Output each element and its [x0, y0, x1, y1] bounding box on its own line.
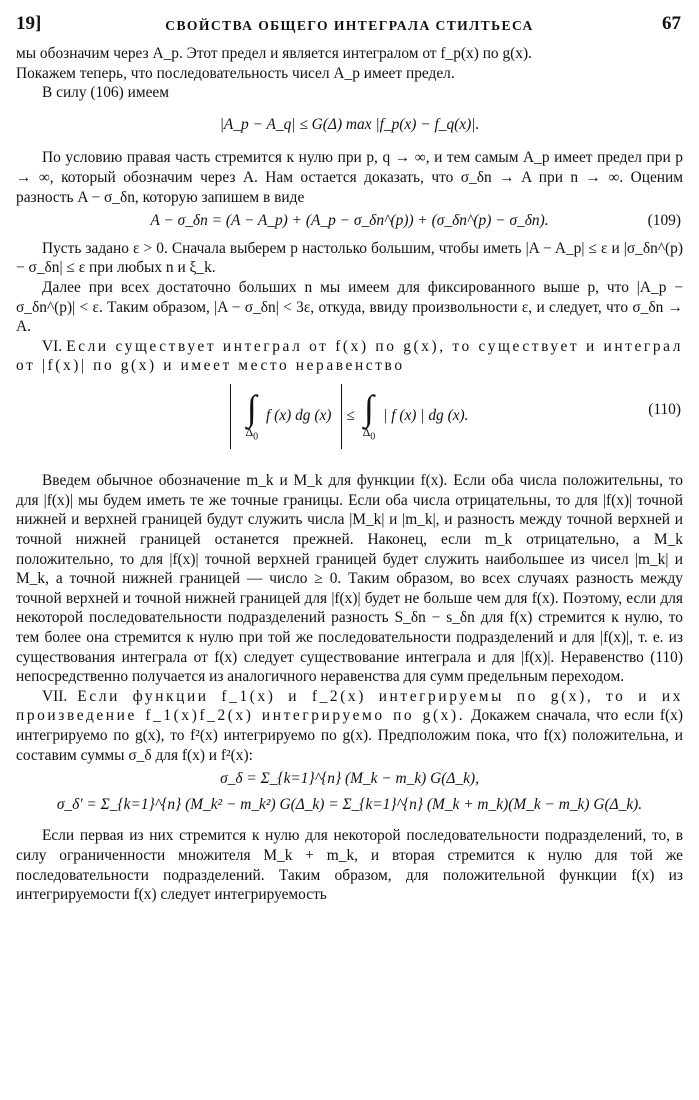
theorem-label: VII. — [42, 687, 68, 705]
running-title: СВОЙСТВА ОБЩЕГО ИНТЕГРАЛА СТИЛТЬЕСА — [165, 18, 534, 33]
theorem-statement: Если существует интеграл от f(x) по g(x), то существует и интеграл от |f(x)| по g(x) и имеет место неравенство — [16, 337, 683, 375]
theorem-label: VI. — [42, 337, 63, 355]
running-header — [16, 8, 683, 44]
paragraph: По условию правая часть стремится к нулю при p, q → ∞, и тем самым A_p имеет предел при p → ∞, который обозначим через A. Нам остается доказать, что σ_δn → A при n → ∞. Оценим разность A − σ_δn, которую запишем в виде — [16, 149, 683, 206]
paragraph: Пусть задано ε > 0. Сначала выберем p настолько большим, чтобы иметь |A − A_p| ≤ ε и |σ_δn^(p) − σ_δn| ≤ ε при любых n и ξ_k. — [16, 239, 683, 277]
equation-number: (109) — [647, 212, 681, 230]
text-line: Покажем теперь, что последовательность чисел A_p имеет предел. — [16, 64, 455, 82]
equation-110: ∫ $\Delta_0$ f (x) dg (x) ≤ ∫ $\Delta_0$ | f (x) | dg (x). (110) — [16, 384, 683, 449]
text-line: мы обозначим через A_p. Этот предел и является интегралом от f_p(x) по g(x). — [16, 45, 532, 62]
theorem-vii: VII. Если функции f_1(x) и f_2(x) интегрируемы по g(x), то и их произведение f_1(x)f_2(x) интегрируемо по g(x). Докажем сначала, что если f(x) интегрируемо по g(x), то f²(x) интегрируемо по g(x). Предположим пока, что f(x) положительна, и составим суммы σ_δ для f(x) и f²(x): — [16, 687, 683, 764]
equation-sum-sigma: σ_δ = Σ_{k=1}^{n} (M_k − m_k) G(Δ_k), — [220, 770, 479, 788]
paragraph: Введем обычное обозначение m_k и M_k для функции f(x). Если оба числа положительны, то для |f(x)| мы будем иметь те же точные границы. Если оба числа отрицательны, то для |f(x)| точной нижней и верхней границей будут служить числа |M_k| и |m_k|, и разность между точной верхней и точной нижней границей останется прежней. Наконец, если m_k отрицательно, а M_k положительно, то для |f(x)| точной верхней границей будет служить наибольшее из чисел |m_k| и M_k, а точной нижней границей — число ≥ 0. Таким образом, во всех случаях разность между точной верхней и точной нижней границей для |f(x)| будет не больше чем для f(x). Поэтому, если для некоторой последовательности подразделений разность S_δn − s_δn для f(x) стремится к нулю, то тем более она стремится к нулю при той же последовательности подразделений и для |f(x)|, т. е. из существования интеграла от f(x) следует существование интеграла и для |f(x)|. Неравенство (110) непосредственно получается из аналогичного неравенства для сумм предельным переходом. — [16, 472, 683, 686]
page-number: 67 — [662, 13, 681, 34]
theorem-statement: Если функции f_1(x) и f_2(x) интегрируемы по g(x), то и их произведение f_1(x)f_2(x) интегрируемо по g(x). — [16, 687, 683, 725]
equation-number: (110) — [648, 400, 681, 418]
equation-109: A − σ_δn = (A − A_p) + (A_p − σ_δn^(p)) + (σ_δn^(p) − σ_δn). (109) — [150, 212, 681, 230]
text-line: В силу (106) имеем — [42, 84, 169, 102]
equation-estimate: |A_p − A_q| ≤ G(Δ) max |f_p(x) − f_q(x)|. — [219, 115, 480, 133]
abs-integral: ∫ $\Delta_0$ f (x) dg (x) — [230, 384, 342, 449]
paragraph: Далее при всех достаточно больших n мы имеем для фиксированного выше p, что |A_p − σ_δn^(p)| < ε. Таким образом, |A − σ_δn| < 3ε, откуда, ввиду произвольности ε, и следует, что σ_δn → A. — [16, 278, 683, 336]
theorem-vi — [16, 337, 683, 376]
equation-sum-sigma-prime: σ_δ' = Σ_{k=1}^{n} (M_k² − m_k²) G(Δ_k) = Σ_{k=1}^{n} (M_k + m_k)(M_k − m_k) G(Δ_k). — [56, 795, 643, 813]
paragraph: Если первая из них стремится к нулю для некоторой последовательности подразделений, то, в силу ограниченности множителя M_k + m_k, и вторая стремится к нулю для той же последовательности подразделений. Таким образом, для положительной функции f(x) из интегрируемости f(x) следует интегрируемость — [16, 827, 683, 904]
section-number: 19] — [16, 13, 42, 34]
